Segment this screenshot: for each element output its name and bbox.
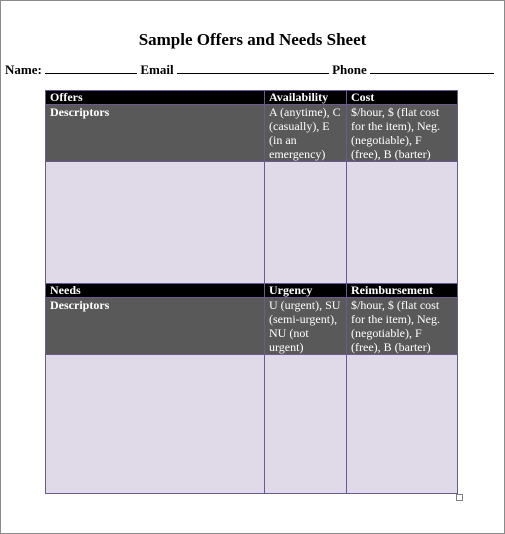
name-field-line[interactable] [45,62,137,74]
phone-field-line[interactable] [370,62,494,74]
table-resize-handle[interactable] [456,494,463,501]
needs-entry-cell[interactable] [46,355,265,494]
contact-fields [5,62,494,78]
needs-header: Needs [46,284,265,298]
cost-header: Cost [347,91,458,105]
cost-descriptors-cell: $/hour, $ (flat cost for the item), Neg. (negotiable), F (free), B (barter) [347,105,458,162]
needs-descriptor-row [46,298,458,355]
urgency-descriptors-cell: U (urgent), SU (semi-urgent), NU (not urgent) [265,298,347,355]
cost-entry-cell[interactable] [347,162,458,284]
name-label: Name: [5,62,42,77]
needs-descriptors-cell: Descriptors [46,298,265,355]
offers-header-row [46,91,458,105]
urgency-header: Urgency [265,284,347,298]
availability-entry-cell[interactable] [265,162,347,284]
phone-label: Phone [332,62,367,77]
reimbursement-descriptors-cell: $/hour, $ (flat cost for the item), Neg. (negotiable), F (free), B (barter) [347,298,458,355]
offers-header: Offers [46,91,265,105]
availability-header: Availability [265,91,347,105]
needs-entry-row [46,355,458,494]
sheet-title: Sample Offers and Needs Sheet [138,30,367,49]
offers-table [45,90,458,284]
urgency-entry-cell[interactable] [265,355,347,494]
offers-entry-row [46,162,458,284]
needs-table [45,283,458,494]
offers-descriptor-row [46,105,458,162]
needs-header-row [46,284,458,298]
reimbursement-entry-cell[interactable] [347,355,458,494]
availability-descriptors-cell: A (anytime), C (casually), E (in an emergency) [265,105,347,162]
offers-descriptors-cell: Descriptors [46,105,265,162]
email-label: Email [140,62,174,77]
reimbursement-header: Reimbursement [347,284,458,298]
email-field-line[interactable] [177,62,329,74]
offers-entry-cell[interactable] [46,162,265,284]
